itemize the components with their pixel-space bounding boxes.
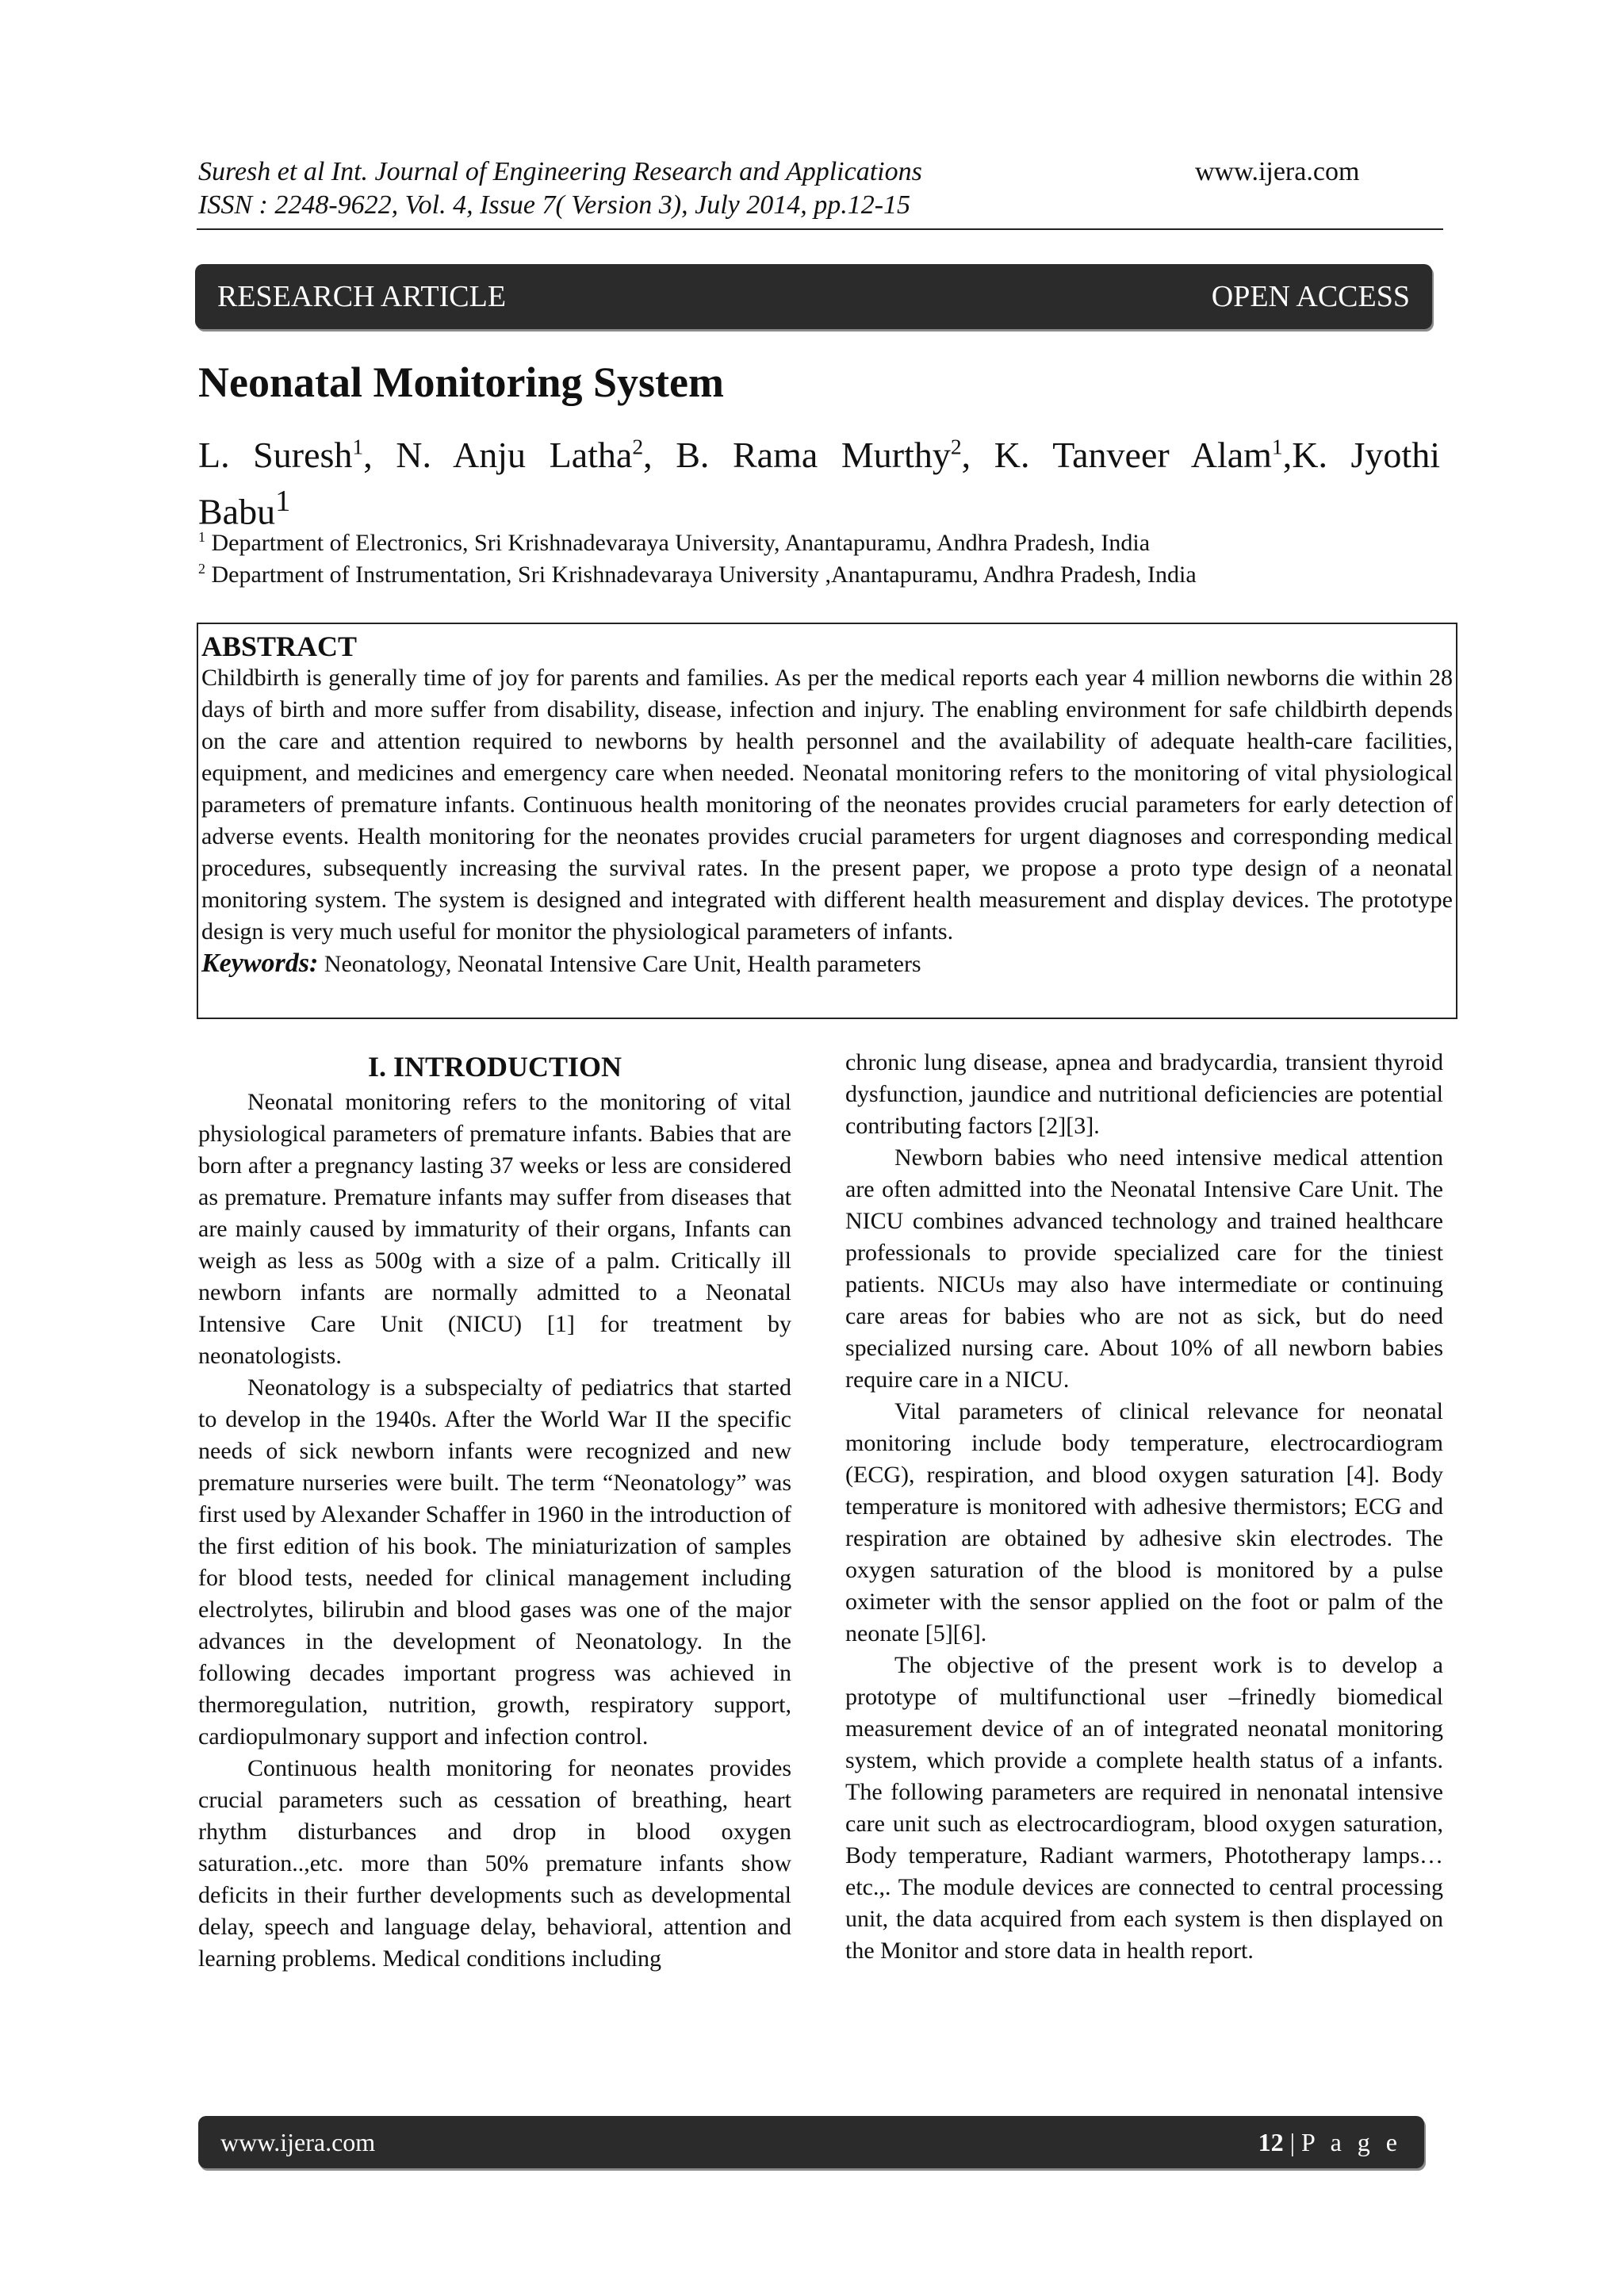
intro-paragraph-4: Newborn babies who need intensive medical attention are often admitted into the Neonatal Intensive Care Unit. The NICU combines advanced technology and trained healthcare professionals to provide specialized care for the tiniest patients. NICUs may also have intermediate or continuing care areas for babies who are not as sick, but do need specialized nursing care. About 10% of all newborn babies require care in a NICU.: [845, 1144, 1443, 1393]
header-website-link[interactable]: www.ijera.com: [1195, 157, 1360, 186]
intro-paragraph-5: Vital parameters of clinical relevance for neonatal monitoring include body temperature, electrocardiogram (ECG), respiration, and blood oxygen saturation [4]. Body temperature is monitored with adhesive thermistors; ECG and respiration are obtained by adhesive skin electrodes. The oxygen saturation of the blood is monitored by a pulse oximeter with the sensor applied on the foot or palm of the neonate [5][6].: [845, 1398, 1443, 1646]
author-1: L. Suresh: [198, 435, 353, 475]
intro-paragraph-1: Neonatal monitoring refers to the monitoring of vital physiological parameters of premature infants. Babies that are born after a pregnancy lasting 37 weeks or less are considered as premature. Premature infants may suffer from diseases that are mainly caused by immaturity of their organs, Infants can weigh as less as 500g with a size of a palm. Critically ill newborn infants are normally admitted to a Neonatal Intensive Care Unit (NICU) [1] for treatment by neonatologists.: [198, 1089, 791, 1369]
intro-paragraph-2: Neonatology is a subspecialty of pediatrics that started to develop in the 1940s. After the World War II the specific needs of sick newborn infants were recognized and new premature nurseries were built. The term “Neonatology” was first used by Alexander Schaffer in 1960 in the introduction of the first edition of his book. The miniaturization of samples for blood tests, needed for clinical management including electrolytes, bilirubin and blood gases was one of the major advances in the development of Neonatology. In the following decades important progress was achieved in thermoregulation, nutrition, growth, respiratory support, cardiopulmonary support and infection control.: [198, 1374, 791, 1750]
author-list: [198, 433, 1440, 477]
left-column: [198, 1047, 791, 1975]
author-2: , N. Anju Latha: [363, 435, 633, 475]
intro-paragraph-6: The objective of the present work is to develop a prototype of multifunctional user –frinedly biomedical measurement device of an of integrated neonatal monitoring system, which provide a complete health status of a infants. The following parameters are required in nenonatal intensive care unit such as electrocardiogram, blood oxygen saturation, Body temperature, Radiant warmers, Phototherapy lamps…etc.,. The module devices are connected to central processing unit, the data acquired from each system is then displayed on the Monitor and store data in health report.: [845, 1652, 1443, 1964]
paper-title: Neonatal Monitoring System: [198, 358, 724, 406]
affiliation-1: [198, 528, 1150, 558]
right-column: [845, 1047, 1443, 1967]
affiliation-2-text: Department of Instrumentation, Sri Krishnadevaraya University ,Anantapuramu, Andhra Pradesh, India: [205, 562, 1197, 588]
intro-paragraph-3: Continuous health monitoring for neonates provides crucial parameters such as cessation of breathing, heart rhythm disturbances and drop in blood oxygen saturation..,etc. more than 50% premature infants show deficits in their further developments such as developmental delay, speech and language delay, behavioral, attention and learning problems. Medical conditions including: [198, 1755, 791, 1972]
author-5: ,K. Jyothi: [1282, 435, 1440, 475]
page-number: 12: [1258, 2127, 1284, 2156]
abstract-text: Childbirth is generally time of joy for parents and families. As per the medical reports each year 4 million newborns die within 28 days of birth and more suffer from disability, disease, infection and injury. The enabling environment for safe childbirth depends on the care and attention required to newborns by health personnel and the availability of adequate health-care facilities, equipment, and medicines and emergency care when needed. Neonatal monitoring refers to the monitoring of vital physiological parameters of premature infants. Continuous health monitoring of the neonates provides crucial parameters for early detection of adverse events. Health monitoring for the neonates provides crucial parameters for urgent diagnoses and corresponding medical procedures, subsequently increasing the survival rates. In the present paper, we propose a proto type design of a neonatal monitoring system. The system is designed and integrated with different health measurement and display devices. The prototype design is very much useful for monitor the physiological parameters of infants.: [201, 665, 1453, 945]
research-article-label: RESEARCH ARTICLE: [217, 280, 507, 313]
author-4: , K. Tanveer Alam: [961, 435, 1272, 475]
author-list-continued: [198, 479, 290, 534]
intro-paragraph-3-continued: chronic lung disease, apnea and bradycardia, transient thyroid dysfunction, jaundice and nutritional deficiencies are potential contributing factors [2][3].: [845, 1049, 1443, 1139]
author-5-affiliation: 1: [275, 485, 291, 518]
abstract-heading: ABSTRACT: [201, 631, 358, 662]
issn-line: ISSN : 2248-9622, Vol. 4, Issue 7( Version 3), July 2014, pp.12-15: [198, 190, 911, 220]
keywords-line: [201, 948, 1453, 980]
page-separator: |: [1283, 2127, 1301, 2156]
abstract-box: [197, 623, 1457, 1019]
affiliation-1-marker: 1: [198, 529, 205, 545]
affiliation-2: [198, 560, 1197, 590]
article-type-banner: [195, 264, 1432, 329]
keywords-label: Keywords:: [201, 949, 319, 978]
footer-website-link[interactable]: www.ijera.com: [220, 2127, 376, 2156]
affiliation-2-marker: 2: [198, 561, 205, 577]
author-1-affiliation: 1: [352, 434, 364, 459]
author-3: , B. Rama Murthy: [643, 435, 951, 475]
author-5-continued: Babu: [198, 491, 276, 532]
author-3-affiliation: 2: [950, 434, 962, 459]
journal-line: Suresh et al Int. Journal of Engineering Research and Applications: [198, 157, 922, 186]
page-footer: [198, 2116, 1424, 2168]
header-rule: [197, 228, 1443, 230]
page-word: P a g e: [1300, 2127, 1402, 2156]
affiliation-1-text: Department of Electronics, Sri Krishnadevaraya University, Anantapuramu, Andhra Pradesh, India: [205, 530, 1151, 556]
open-access-label: OPEN ACCESS: [1211, 280, 1410, 313]
author-4-affiliation: 1: [1271, 434, 1283, 459]
keywords-text: Neonatology, Neonatal Intensive Care Unit, Health parameters: [318, 951, 921, 977]
page-indicator: [1258, 2128, 1402, 2157]
introduction-heading: I. INTRODUCTION: [367, 1051, 622, 1083]
author-2-affiliation: 2: [632, 434, 644, 459]
